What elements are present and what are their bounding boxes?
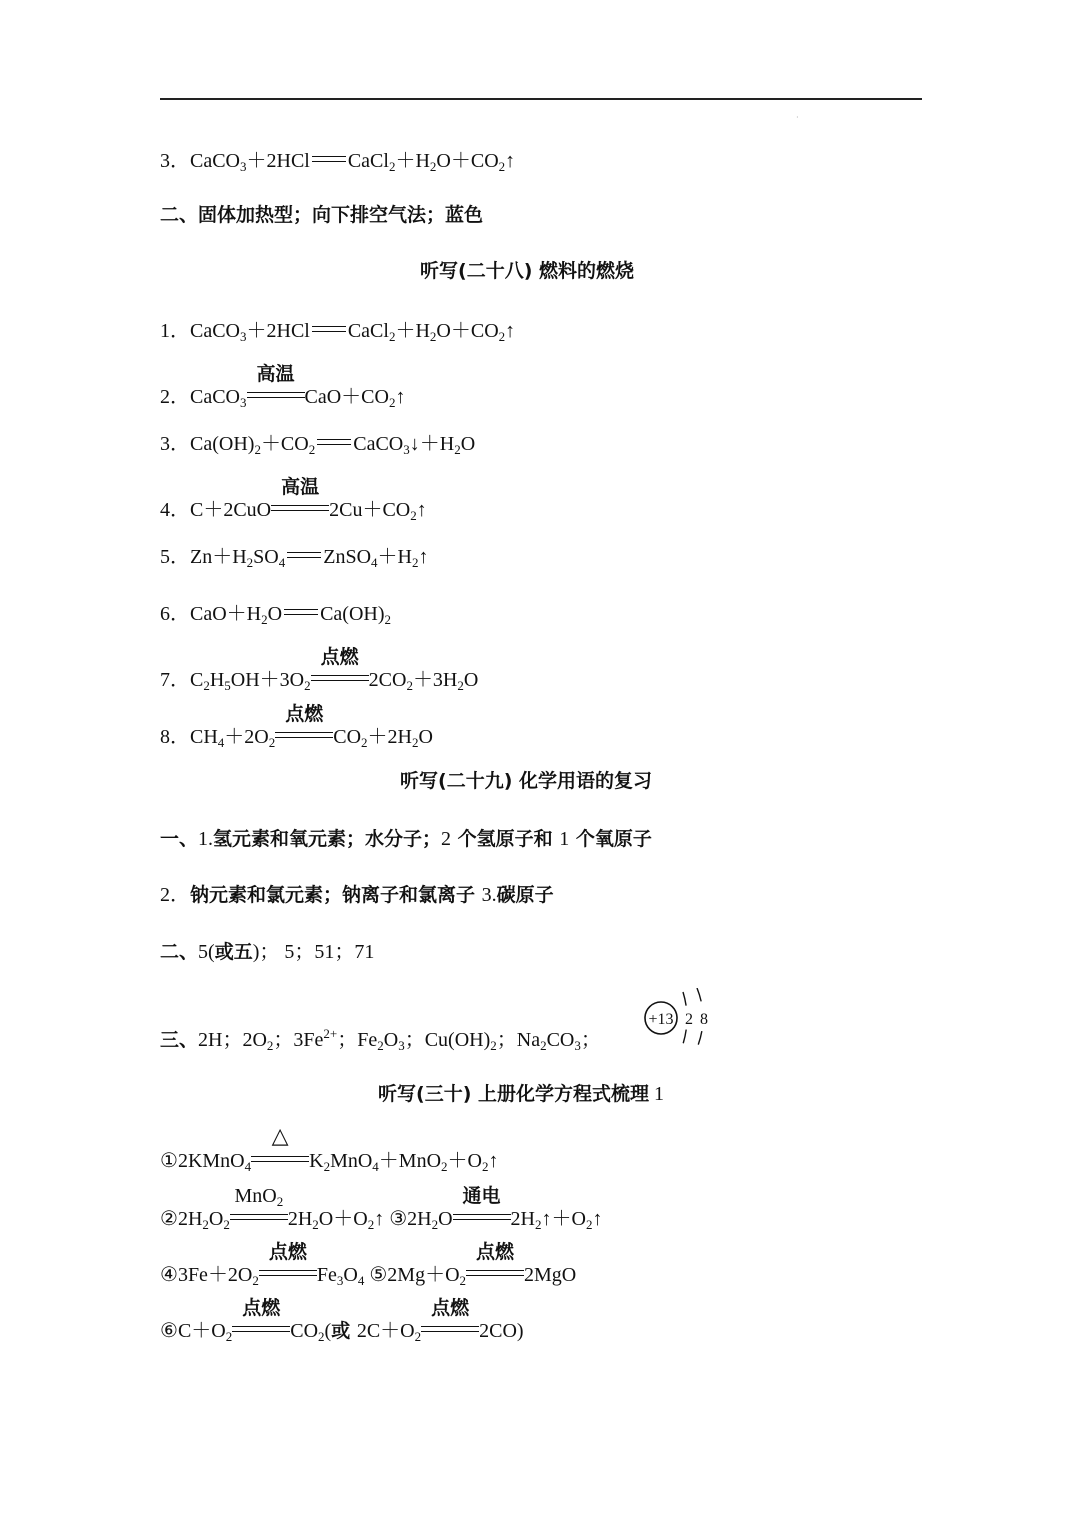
answer-line: 一、1.氢元素和氧元素；水分子；2 个氢原子和 1 个氧原子 bbox=[160, 828, 652, 850]
answer-line: 三、2H；$2O_2$；$3Fe^{2+}$；$Fe_2O_3$；$Cu(OH)_2$；$Na_2CO_3$； bbox=[160, 1026, 601, 1053]
equation-line: 2．CaCO$_3$ 高温 $CaO+CO_2↑$ bbox=[160, 363, 406, 410]
equation-line: $⑥C+O_2$ 点燃 $CO_2$(或 $2C+O_2$ 点燃 2CO) bbox=[160, 1297, 524, 1344]
shell-1-electrons: 2 bbox=[685, 1011, 693, 1028]
equation-line: 5．$Zn+H_2SO_4$ $ZnSO_4+H_2↑$ bbox=[160, 546, 429, 570]
header-rule bbox=[160, 98, 922, 100]
equation-line: 6．$CaO+H_2O$ $Ca(OH)_2$ bbox=[160, 603, 391, 627]
equation-line: $②2H_2O_2$ MnO$_2$ $2H_2O+O_2↑$ $③2H_2O$ 通电 $2H_2↑+O_2↑$ bbox=[160, 1185, 603, 1232]
equation-line: 8．$CH_4+2O_2$ 点燃 $CO_2+2H_2O$ bbox=[160, 703, 433, 750]
equation-line: 1．CaCO$_3$＋2HCl $CaCl_2+H_2O+CO_2↑$ bbox=[160, 320, 516, 344]
equation-line: 3．$Ca(OH)_2+CO_2$ $CaCO_3↓+H_2O$ bbox=[160, 433, 476, 457]
equation-line: $④3Fe+2O_2$ 点燃 $Fe_3O_4$ $⑤2Mg+O_2$ 点燃 2MgO bbox=[160, 1241, 577, 1288]
section-heading: 听写(三十) 上册化学方程式梳理 1 bbox=[378, 1083, 665, 1105]
section-heading: 听写(二十九) 化学用语的复习 bbox=[400, 770, 653, 792]
section-answer: 二、固体加热型；向下排空气法；蓝色 bbox=[160, 204, 484, 226]
equation-line: 4．C＋2CuO 高温 $2Cu+CO_2↑$ bbox=[160, 476, 427, 523]
atom-structure-diagram bbox=[641, 988, 721, 1052]
section-heading: 听写(二十八) 燃料的燃烧 bbox=[420, 260, 635, 282]
equation-line: ①2KMnO$_4$ △ $K_2MnO_4+MnO_2+O_2↑$ bbox=[160, 1124, 499, 1174]
equation-line: 7．$C_2H_5OH+3O_2$ 点燃 $2CO_2+3H_2O$ bbox=[160, 646, 479, 693]
equation-line: 3．CaCO$_3$＋2HCl $CaCl_2+H_2O+CO_2↑$ bbox=[160, 150, 516, 174]
nucleus-charge: +13 bbox=[648, 1011, 674, 1028]
answer-line: 二、5(或五)； 5；51；71 bbox=[160, 941, 375, 963]
answer-line: 2．钠元素和氯元素；钠离子和氯离子 3.碳原子 bbox=[160, 884, 554, 906]
header-dot: · bbox=[796, 113, 799, 122]
shell-2-electrons: 8 bbox=[700, 1011, 708, 1028]
